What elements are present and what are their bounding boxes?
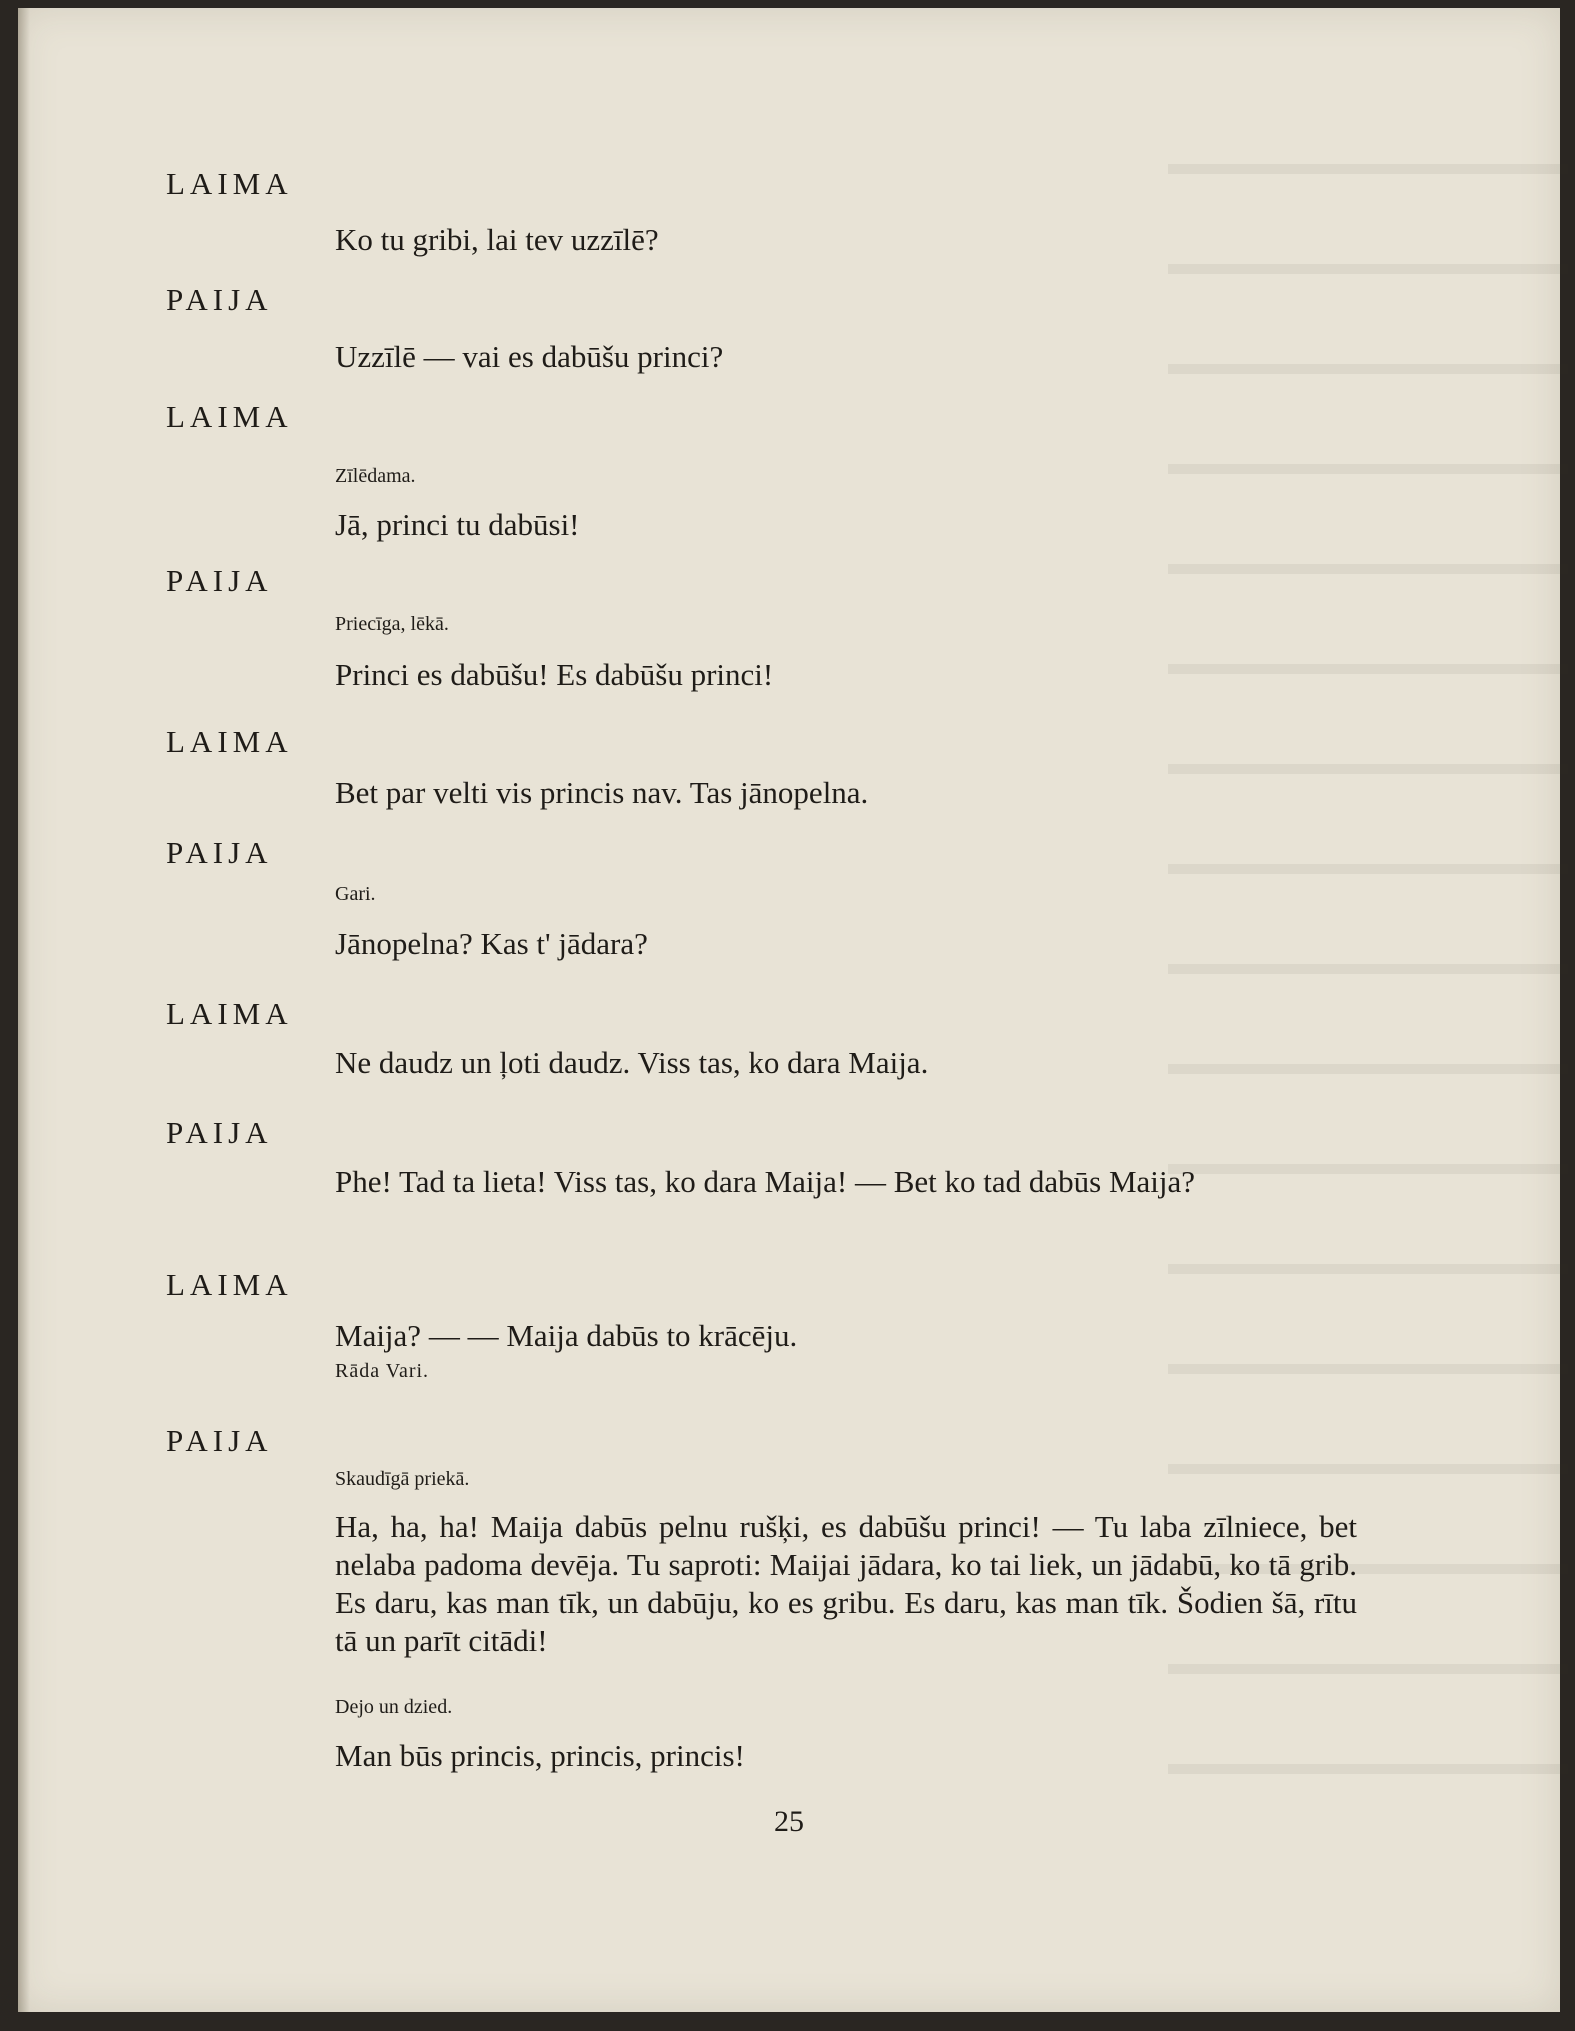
dialogue-line: Uzzīlē — vai es dabūšu princi? bbox=[335, 339, 724, 374]
speaker-name: LAIMA bbox=[166, 1267, 293, 1302]
stage-direction: Zīlēdama. bbox=[335, 465, 416, 487]
dialogue-line: Phe! Tad ta lieta! Viss tas, ko dara Maija! — Bet ko tad dabūs Maija? bbox=[335, 1164, 1196, 1199]
speaker-name: PAIJA bbox=[166, 563, 273, 598]
dialogue-line: Ha, ha, ha! Maija dabūs pelnu rušķi, es dabūšu princi! — Tu laba zīlniece, bet nelaba padoma devēja. Tu saproti: Maijai jādara, ko tai liek, un jādabū, ko tā grib. Es daru, kas man tīk, un dabūju, ko es gribu. Es daru, kas man tīk. Šodien šā, rītu tā un parīt citādi! bbox=[335, 1509, 1357, 1658]
stage-direction: Rāda Vari. bbox=[335, 1360, 430, 1382]
speaker-name: LAIMA bbox=[166, 724, 293, 759]
stage-direction: Skaudīgā priekā. bbox=[335, 1468, 470, 1490]
speaker-name: PAIJA bbox=[166, 835, 273, 870]
dialogue-line: Jā, princi tu dabūsi! bbox=[335, 507, 580, 542]
dialogue-line: Bet par velti vis princis nav. Tas jānopelna. bbox=[335, 775, 869, 810]
page-number: 25 bbox=[774, 1805, 804, 1838]
book-page bbox=[18, 8, 1560, 2012]
dialogue-line: Maija? — — Maija dabūs to krācēju. bbox=[335, 1318, 798, 1353]
dialogue-line: Jānopelna? Kas t' jādara? bbox=[335, 926, 648, 961]
stage-direction: Dejo un dzied. bbox=[335, 1696, 453, 1718]
dialogue-line: Man būs princis, princis, princis! bbox=[335, 1738, 745, 1773]
dialogue-line: Ko tu gribi, lai tev uzzīlē? bbox=[335, 222, 659, 257]
dialogue-line: Ne daudz un ļoti daudz. Viss tas, ko dara Maija. bbox=[335, 1045, 929, 1080]
page-binding-shadow bbox=[18, 8, 30, 2012]
stage-direction: Priecīga, lēkā. bbox=[335, 613, 449, 635]
stage-direction: Gari. bbox=[335, 883, 376, 905]
dialogue-line: Princi es dabūšu! Es dabūšu princi! bbox=[335, 657, 774, 692]
speaker-name: LAIMA bbox=[166, 166, 293, 201]
speaker-name: LAIMA bbox=[166, 399, 293, 434]
speaker-name: PAIJA bbox=[166, 1115, 273, 1150]
speaker-name: LAIMA bbox=[166, 996, 293, 1031]
speaker-name: PAIJA bbox=[166, 1423, 273, 1458]
speaker-name: PAIJA bbox=[166, 282, 273, 317]
